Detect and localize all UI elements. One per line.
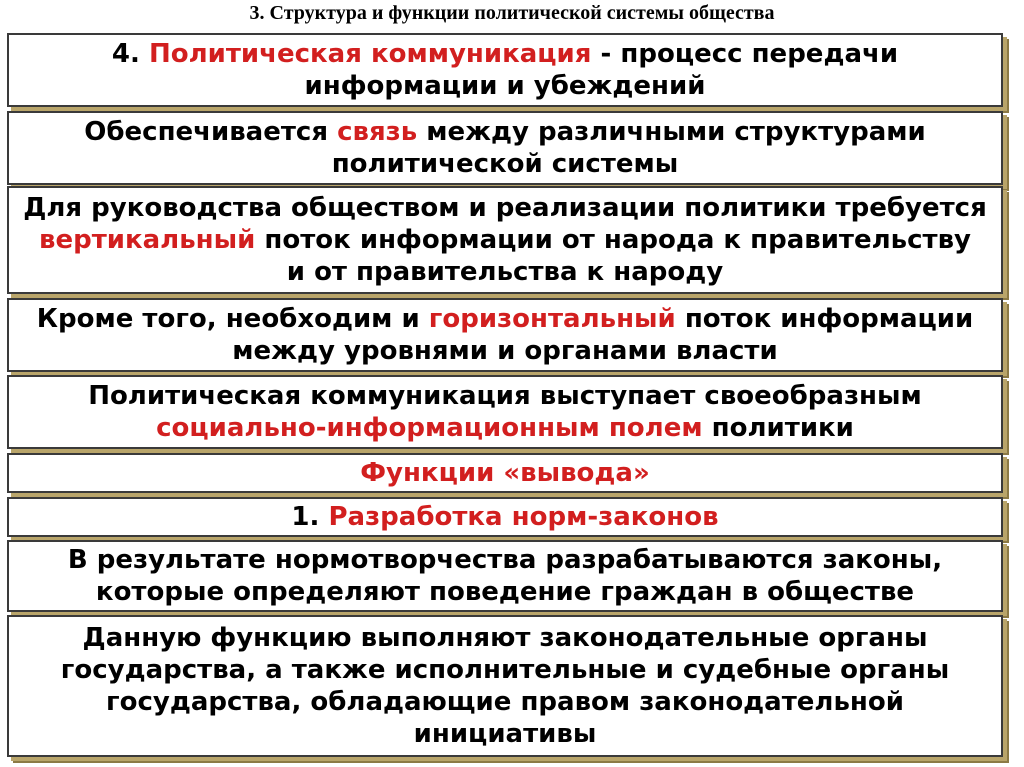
text-line [83, 622, 928, 654]
body-text: инициативы [413, 719, 597, 749]
slide-title: 3. Структура и функции политической системы общества [249, 2, 775, 24]
box-output-functions [7, 453, 1003, 493]
body-text: государства, а также исполнительные и судебные органы [60, 655, 950, 685]
text-line [106, 686, 904, 718]
body-text: и от правительства к народу [286, 257, 724, 287]
highlight-text: социально-информационным полем [156, 413, 703, 443]
text-line [39, 224, 971, 256]
highlight-text: связь [337, 117, 418, 147]
text-line [23, 192, 987, 224]
box-political-communication [7, 33, 1003, 107]
body-text: В результате нормотворчества разрабатываются законы, [67, 545, 943, 575]
box-legislative-bodies [7, 615, 1003, 757]
highlight-text: вертикальный [39, 225, 256, 255]
text-line [96, 576, 914, 608]
text-line [305, 70, 706, 102]
body-text: Политическая коммуникация выступает своеобразным [88, 381, 922, 411]
text-line [287, 256, 723, 288]
box-law-making-result [7, 540, 1003, 612]
box-communication-link [7, 111, 1003, 185]
body-text: информации и убеждений [304, 71, 706, 101]
body-text: Для руководства обществом и реализации политики требуется [23, 193, 987, 223]
box-vertical-flow [7, 186, 1003, 294]
body-text: между уровнями и органами власти [232, 336, 778, 366]
body-text: Данную функцию выполняют законодательные органы [82, 623, 928, 653]
text-line [360, 457, 650, 489]
body-text: Кроме того, необходим и [36, 304, 429, 334]
text-line [88, 380, 922, 412]
body-text: 1. [291, 502, 329, 532]
box-info-field [7, 375, 1003, 449]
highlight-text: Политическая коммуникация [148, 39, 592, 69]
text-line [291, 501, 718, 533]
body-text: поток информации [675, 304, 974, 334]
box-horizontal-flow [7, 298, 1003, 372]
body-text: которые определяют поведение граждан в обществе [95, 577, 915, 607]
highlight-text: Разработка норм-законов [328, 502, 719, 532]
body-text: политической системы [331, 149, 679, 179]
text-line [414, 718, 597, 750]
text-line [156, 412, 854, 444]
highlight-text: горизонтальный [428, 304, 676, 334]
highlight-text: Функции «вывода» [360, 458, 650, 488]
text-line [37, 303, 973, 335]
text-line [332, 148, 679, 180]
body-text: поток информации от народа к правительству [255, 225, 971, 255]
body-text: государства, обладающие правом законодательной [106, 687, 904, 717]
text-line [61, 654, 949, 686]
box-norm-making [7, 497, 1003, 537]
text-line [112, 38, 898, 70]
body-text: 4. [111, 39, 149, 69]
body-text: - процесс передачи [591, 39, 899, 69]
body-text: политики [702, 413, 854, 443]
body-text: Обеспечивается [84, 117, 338, 147]
text-line [68, 544, 942, 576]
text-line [84, 116, 925, 148]
body-text: между различными структурами [417, 117, 926, 147]
text-line [232, 335, 777, 367]
